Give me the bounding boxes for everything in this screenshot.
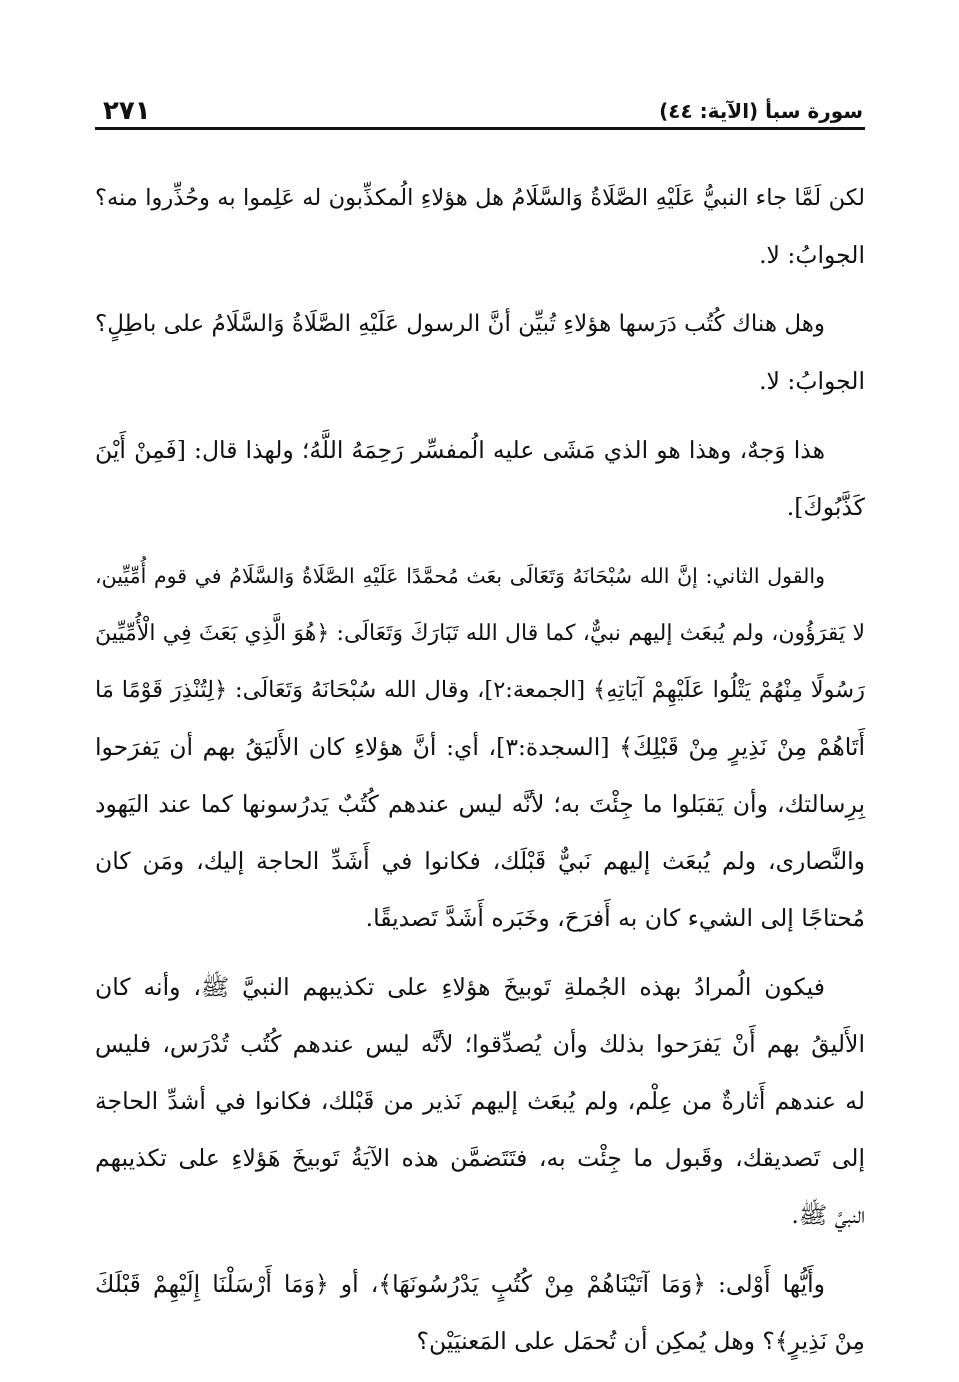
running-title: سورة سبأ (الآية: ٤٤) (659, 99, 863, 123)
text-line: الجوابُ: لا. (759, 367, 865, 395)
paragraph-1 (95, 170, 865, 284)
body-text (95, 170, 865, 1382)
text-line: الأَليقُ بهم أَنْ يَفرَحوا بذلك وأن يُصدِّقوا؛ لأنَّه ليس عندهم كُتُب تُدْرَس، فليس (95, 1030, 865, 1058)
paragraph-3 (95, 422, 865, 536)
page-header (95, 92, 865, 126)
text-line: الجوابُ: لا. (759, 241, 865, 269)
text-line: وهل هناك كُتُب دَرَسها هؤلاءِ تُبيِّن أنَّ الرسول عَلَيْهِ الصَّلَاةُ وَالسَّلَامُ على باطِلٍ؟ (95, 311, 825, 337)
text-line: مِنْ نَذِيرٍ﴾؟ وهل يُمكِن أن تُحمَل على المَعنيَيْن؟ (416, 1327, 865, 1355)
text-line: هذا وَجهٌ، وهذا هو الذي مَشَى عليه الُمفسِّر رَحِمَهُ اللَّهُ؛ ولهذا قال: [فَمِنْ أَيْنَ (95, 436, 825, 464)
text-line: كَذَّبُوكَ]. (786, 493, 865, 521)
text-line: لا يَقرَؤُون، ولم يُبعَث إليهم نبيٌّ، كما قال الله تَبَارَكَ وَتَعَالَى: ﴿هُوَ الَّذِي بَعَثَ فِي الْأُمِّيِّينَ (95, 621, 865, 646)
text-line: وأَيُّها أَوْلى: ﴿وَمَا آتَيْنَاهُمْ مِنْ كُتُبٍ يَدْرُسُونَهَا﴾، أو ﴿وَمَا أَرْسَلْنَا إِلَيْهِمْ قَبْلَكَ (95, 1270, 825, 1298)
text-line: فيكون الُمرادُ بهذه الجُملةِ تَوبيخَ هؤلاءِ على تكذيبهم النبيَّ ﷺ، وأنه كان (95, 973, 825, 1001)
page-number: ٢٧١ (103, 96, 151, 126)
paragraph-2 (95, 296, 865, 353)
header-rule (95, 127, 865, 130)
paragraph-2-answer (95, 353, 865, 410)
text-line: بِرِسالتك، وأن يَقبَلوا ما جِئْتَ به؛ لأنَّه ليس عندهم كُتُبٌ يَدرُسونها كما عند اليَهود (95, 790, 865, 818)
text-line: والقول الثاني: إنَّ الله سُبْحَانَهُ وَتَعَالَى بعَث مُحمَّدًا عَلَيْهِ الصَّلَاةُ وَالسَّلَامُ في قوم أُمِّيِّين، (95, 564, 825, 588)
text-line: إلى تَصديقك، وقَبول ما جِئْت به، فتَتَضمَّن هذه الآيَةُ تَوبيخَ هَؤلاءِ على تكذيبهم (95, 1144, 865, 1172)
text-line: له عندهم أَثارةٌ من عِلْم، ولم يُبعَث إليهم نَذير من قَبْلك، فكانوا في أشدِّ الحاجة (95, 1087, 865, 1115)
text-line: والنَّصارى، ولم يُبعَث إليهم نَبيٌّ قَبْلَك، فكانوا في أَشَدِّ الحاجة إليك، ومَن كان (95, 847, 865, 875)
text-line: أَتَاهُمْ مِنْ نَذِيرٍ مِنْ قَبْلِكَ﴾ [السجدة:٣]، أي: أنَّ هؤلاءِ كان الأَليَقُ بهم أن يَفرَحوا (95, 733, 865, 761)
text-line: النبيَّ ﷺ. (791, 1201, 865, 1229)
paragraph-6 (95, 1256, 865, 1370)
paragraph-5 (95, 959, 865, 1244)
text-line: رَسُولًا مِنْهُمْ يَتْلُوا عَلَيْهِمْ آيَاتِهِ﴾ [الجمعة:٢]، وقال الله سُبْحَانَهُ وَتَعَالَى: ﴿لِتُنْذِرَ قَوْمًا مَا (95, 677, 865, 703)
paragraph-4 (95, 548, 865, 947)
text-line: مُحتاجًا إلى الشيء كان به أَفرَحَ، وخَبَره أَشَدَّ تَصديقًا. (365, 904, 865, 932)
text-line: لكن لَمَّا جاء النبيُّ عَلَيْهِ الصَّلَاةُ وَالسَّلَامُ هل هؤلاءِ الُمكذِّبون له عَلِموا به وحُذِّروا منه؟ (95, 185, 865, 211)
